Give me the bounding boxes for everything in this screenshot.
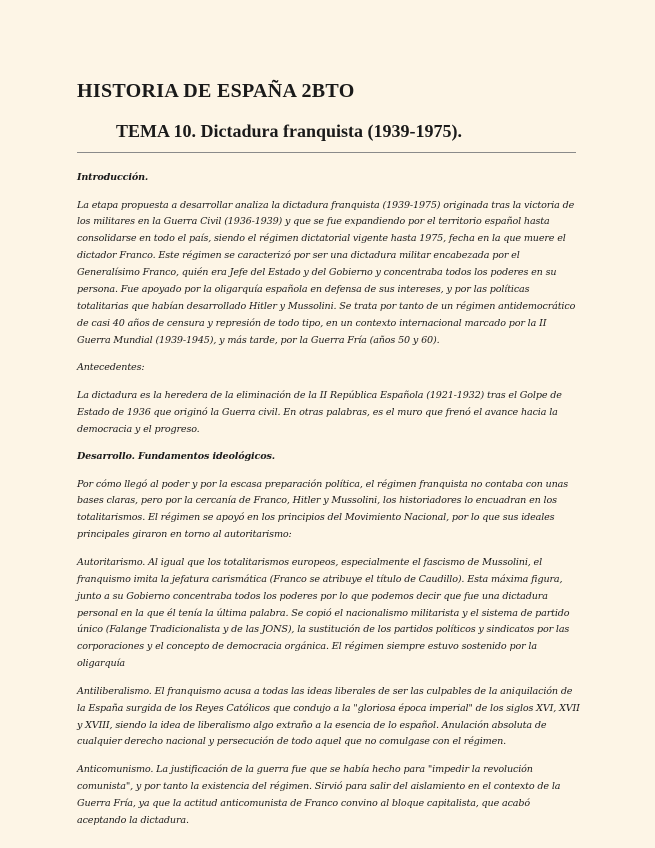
document-body (77, 170, 580, 840)
paragraph: Anticomunismo. La justificación de la guerra fue que se había hecho para "impedir la revolución comunista", y por tanto la existencia del régimen. Sirvió para salir del aislamiento en el contexto de la Guerra Fría, ya que la actitud anticomunista de Franco convino al bloque capitalista, que acabó aceptando la dictadura. (77, 763, 561, 826)
paragraph: Antiliberalismo. El franquismo acusa a todas las ideas liberales de ser las culpables de la aniquilación de la España surgida de los Reyes Católicos que condujo a la "gloriosa época imperial" de los siglos XVI, XVII y XVIII, siendo la idea de liberalismo algo extraño a la esencia de lo español. Anulación absoluta de cualquier derecho nacional y persecución de todo aquel que no comulgase con el régimen. (77, 685, 580, 748)
title-divider (77, 152, 576, 153)
paragraph: Antecedentes: (77, 362, 145, 374)
section-heading: Desarrollo. Fundamentos ideológicos. (77, 451, 275, 463)
paragraph: La dictadura es la heredera de la eliminación de la II República Española (1921-1932) tras el Golpe de Estado de 1936 que originó la Guerra civil. En otras palabras, es el muro que frenó el avance hacia la democracia y el progreso. (77, 389, 562, 435)
section-heading: Introducción. (77, 172, 149, 183)
paragraph: Por cómo llegó al poder y por la escasa preparación política, el régimen franquista no contaba con unas bases claras, pero por la cercanía de Franco, Hitler y Mussolini, los historiadores lo encuadran en los totalitarismos. El régimen se apoyó en los principios del Movimiento Nacional, por lo que sus ideales principales giraron en torno al autoritarismo: (77, 478, 568, 541)
document-subtitle: TEMA 10. Dictadura franquista (1939-1975). (116, 121, 462, 141)
document-title: HISTORIA DE ESPAÑA 2BTO (77, 80, 355, 102)
paragraph: La etapa propuesta a desarrollar analiza la dictadura franquista (1939-1975) originada tras la victoria de los militares en la Guerra Civil (1936-1939) y que se fue expandiendo por el territorio español hasta consolidarse en todo el país, siendo el régimen dictatorial vigente hasta 1975, fecha en la que muere el dictador Franco. Este régimen se caracterizó por ser una dictadura militar encabezada por el Generalísimo Franco, quién era Jefe del Estado y del Gobierno y concentraba todos los poderes en su persona. Fue apoyado por la oligarquía española en defensa de sus intereses, y por las políticas totalitarias que habían desarrollado Hitler y Mussolini. Se trata por tanto de un régimen antidemocrático de casi 40 años de censura y represión de todo tipo, en un contexto internacional marcado por la II Guerra Mundial (1939-1945), y más tarde, por la Guerra Fría (años 50 y 60). (77, 199, 576, 346)
paragraph: Autoritarismo. Al igual que los totalitarismos europeos, especialmente el fascismo de Mussolini, el franquismo imita la jefatura carismática (Franco se atribuye el título de Caudillo). Esta máxima figura, junto a su Gobierno concentraba todos los poderes por lo que podemos decir que fue una dictadura personal en la que él tenía la última palabra. Se copió el nacionalismo militarista y el sistema de partido único (Falange Tradicionalista y de las JONS), la sustitución de los partidos políticos y sindicatos por las corporaciones y el concepto de democracia orgánica. El régimen siempre estuvo sostenido por la oligarquía (77, 556, 570, 670)
